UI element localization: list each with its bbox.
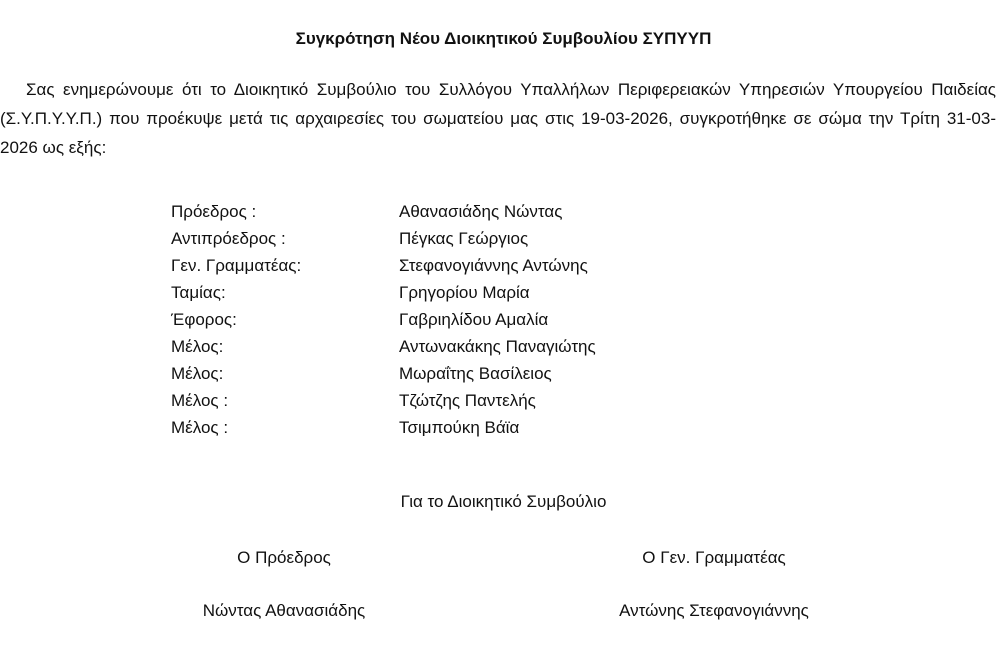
roster-row — [171, 252, 771, 279]
roster-row — [171, 333, 771, 360]
roster-role: Μέλος : — [171, 418, 229, 437]
document-title: Συγκρότηση Νέου Διοικητικού Συμβουλίου ΣΥΠΥΥΠ — [295, 29, 712, 48]
roster-row — [171, 414, 771, 441]
roster-name: Στεφανογιάννης Αντώνης — [399, 256, 588, 275]
roster-row — [171, 198, 771, 225]
roster-role: Μέλος: — [171, 337, 224, 356]
board-roster — [171, 198, 771, 441]
roster-name: Πέγκας Γεώργιος — [399, 229, 529, 248]
roster-role: Μέλος: — [171, 364, 224, 383]
roster-name: Τζώτζης Παντελής — [399, 391, 536, 410]
roster-row — [171, 306, 771, 333]
roster-row — [171, 225, 771, 252]
roster-role: Έφορος: — [171, 310, 237, 329]
roster-name: Γαβριηλίδου Αμαλία — [399, 310, 549, 329]
roster-row — [171, 279, 771, 306]
secretary-signature-title: Ο Γεν. Γραμματέας — [642, 548, 786, 567]
president-signature-title: Ο Πρόεδρος — [237, 548, 331, 567]
roster-name: Αθανασιάδης Νώντας — [399, 202, 563, 221]
roster-role: Αντιπρόεδρος : — [171, 229, 286, 248]
roster-row — [171, 360, 771, 387]
roster-name: Μωραΐτης Βασίλειος — [399, 364, 552, 383]
roster-role: Πρόεδρος : — [171, 202, 257, 221]
secretary-signature-name: Αντώνης Στεφανογιάννης — [619, 601, 809, 620]
for-board-caption: Για το Διοικητικό Συμβούλιο — [400, 492, 607, 511]
roster-name: Αντωνακάκης Παναγιώτης — [399, 337, 596, 356]
intro-paragraph — [0, 75, 996, 162]
roster-name: Τσιμπούκη Βάϊα — [399, 418, 520, 437]
roster-role: Μέλος : — [171, 391, 229, 410]
roster-role: Γεν. Γραμματέας: — [171, 256, 302, 275]
president-signature-name: Νώντας Αθανασιάδης — [202, 601, 366, 620]
roster-row — [171, 387, 771, 414]
roster-name: Γρηγορίου Μαρία — [399, 283, 530, 302]
intro-text: Σας ενημερώνουμε ότι το Διοικητικό Συμβούλιο του Συλλόγου Υπαλλήλων Περιφερειακών Υπηρεσιών Υπουργείου Παιδείας (Σ.Υ.Π.Υ.Υ.Π.) που προέκυψε μετά τις αρχαιρεσίες του σωματείου μας στις 19-03-2026, συγκροτήθηκε σε σώμα την Τρίτη 31-03-2026 ως εξής: — [0, 80, 996, 157]
roster-role: Ταμίας: — [171, 283, 226, 302]
